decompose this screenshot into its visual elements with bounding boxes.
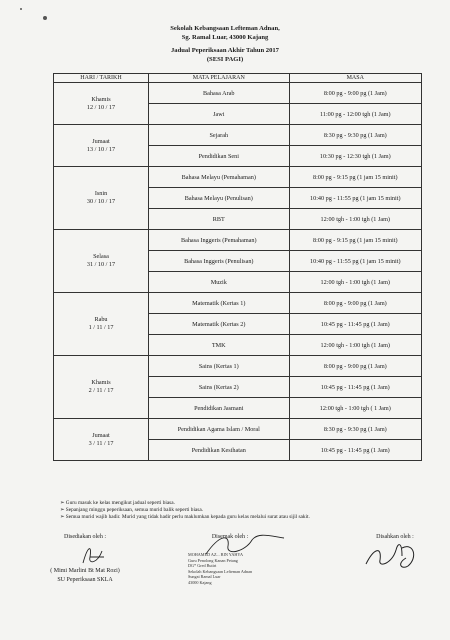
- table-row: [54, 419, 422, 440]
- header-day-date: HARI / TARIKH: [54, 74, 149, 83]
- day-name: Jumaat: [92, 137, 110, 145]
- stamp-line: Guru Penolong Kanan Petang: [188, 557, 238, 563]
- scan-speck: [43, 16, 47, 20]
- note-text: Sepanjang minggu peperiksaan, semua murid balik seperti biasa.: [65, 507, 204, 513]
- time-cell: 11:00 pg - 12:00 tgh (1 Jam): [289, 104, 421, 125]
- stamp-line: Sekolah Kebangsaan Lefteman Adnan: [188, 568, 253, 574]
- header-time: MASA: [289, 74, 421, 83]
- scan-speck: [20, 8, 22, 10]
- time-cell: 8:00 pg - 9:15 pg (1 jam 15 minit): [289, 230, 421, 251]
- notes-list: [60, 500, 440, 521]
- subject-cell: Bahasa Arab: [149, 83, 290, 104]
- subject-cell: Sejarah: [149, 125, 290, 146]
- prepared-by-role: SU Peperiksaan SKLA: [57, 577, 113, 583]
- note-item: ➢ Guru masuk ke kelas mengikut jadual seperti biasa.: [60, 500, 175, 506]
- stamp-line: MOHAMED AZ... BIN YAHYA: [188, 552, 243, 557]
- table-row: [54, 125, 422, 146]
- table-row: [54, 167, 422, 188]
- subject-cell: Muzik: [149, 272, 290, 293]
- day-name: Isnin: [94, 190, 108, 197]
- table-row: [54, 230, 422, 251]
- school-name: Sekolah Kebangsaan Lefteman Adnan,: [170, 25, 280, 32]
- time-cell: 12:00 tgh - 1:00 tgh (1 Jam): [289, 209, 421, 230]
- official-stamp: [188, 552, 308, 586]
- exam-date: 3 / 11 / 17: [88, 439, 114, 447]
- document-title: Jadual Peperiksaan Akhir Tahun 2017: [171, 47, 279, 54]
- time-cell: 10:45 pg - 11:45 pg (1 Jam): [289, 377, 421, 398]
- subject-cell: Sains (Kertas 2): [149, 377, 290, 398]
- table-body: [54, 83, 422, 461]
- stamp-line: 43000 Kajang: [188, 579, 212, 585]
- time-cell: 8:00 pg - 9:00 pg (1 Jam): [289, 356, 421, 377]
- exam-date: 13 / 10 / 17: [86, 145, 116, 153]
- time-cell: 8:00 pg - 9:00 pg (1 Jam): [289, 83, 421, 104]
- session-label: (SESI PAGI): [206, 56, 244, 63]
- day-date-cell: [54, 167, 149, 230]
- table-row: [54, 293, 422, 314]
- day-name: Selasa: [93, 253, 109, 260]
- table-row: [54, 356, 422, 377]
- time-cell: 12:00 tgh - 1:00 tgh ( 1 Jam): [289, 398, 421, 419]
- subject-cell: Pendidikan Agama Islam / Moral: [149, 419, 290, 440]
- note-item: ➢ Sepanjang minggu peperiksaan, semua murid balik seperti biasa.: [60, 507, 204, 513]
- day-date-cell: [54, 356, 149, 419]
- note-text: Semua murid wajib hadir. Murid yang tidak hadir perlu maklumkan kepada guru kelas melalui surat atau sijil sakit.: [65, 514, 310, 520]
- table-header-row: [54, 74, 422, 83]
- time-cell: 8:30 pg - 9:30 pg (1 Jam): [289, 125, 421, 146]
- day-date-cell: [54, 419, 149, 461]
- exam-date: 12 / 10 / 17: [86, 103, 116, 111]
- subject-cell: Matematik (Kertas 1): [149, 293, 290, 314]
- time-cell: 10:40 pg - 11:55 pg (1 jam 15 minit): [289, 188, 421, 209]
- school-address: Sg. Ramal Luar, 43000 Kajang: [181, 34, 269, 41]
- day-name: Rabu: [94, 316, 108, 323]
- subject-cell: Bahasa Melayu (Pemahaman): [149, 167, 290, 188]
- approved-by-label: Disahkan oleh :: [376, 534, 414, 540]
- document-header: [0, 24, 450, 64]
- time-cell: 8:30 pg - 9:30 pg (1 Jam): [289, 419, 421, 440]
- time-cell: 8:00 pg - 9:15 pg (1 jam 15 minit): [289, 167, 421, 188]
- note-item: ➢ Semua murid wajib hadir. Murid yang tidak hadir perlu maklumkan kepada guru kelas melalui surat atau sijil sakit.: [60, 514, 310, 520]
- subject-cell: Pendidikan Seni: [149, 146, 290, 167]
- day-name: Khamis: [91, 379, 111, 386]
- table-row: [54, 83, 422, 104]
- header-subject: MATA PELAJARAN: [149, 74, 290, 83]
- prepared-by-label: Disediakan oleh :: [64, 534, 106, 540]
- prepared-by-name: ( Mimi Marlini Bt Mat Rozi): [50, 568, 120, 574]
- time-cell: 10:45 pg - 11:45 pg (1 Jam): [289, 440, 421, 461]
- exam-schedule-table: [53, 73, 422, 461]
- approved-signature-image: [362, 538, 422, 572]
- exam-date: 31 / 10 / 17: [86, 261, 116, 268]
- subject-cell: Pendidikan Jasmani: [149, 398, 290, 419]
- day-name: Khamis: [91, 95, 111, 103]
- day-date-cell: [54, 83, 149, 125]
- subject-cell: Bahasa Inggeris (Penulisan): [149, 251, 290, 272]
- time-cell: 12:00 tgh - 1:00 tgh (1 Jam): [289, 272, 421, 293]
- day-name: Jumaat: [92, 431, 110, 439]
- subject-cell: Sains (Kertas 1): [149, 356, 290, 377]
- time-cell: 10:45 pg - 11:45 pg (1 Jam): [289, 314, 421, 335]
- subject-cell: Jawi: [149, 104, 290, 125]
- stamp-line: DG* Gred Butiri: [188, 563, 217, 569]
- day-date-cell: [54, 230, 149, 293]
- checked-by-label: Disemak oleh :: [211, 534, 249, 540]
- subject-cell: Matematik (Kertas 2): [149, 314, 290, 335]
- exam-date: 1 / 11 / 17: [88, 324, 114, 331]
- exam-date: 30 / 10 / 17: [86, 198, 116, 205]
- subject-cell: Bahasa Inggeris (Pemahaman): [149, 230, 290, 251]
- subject-cell: RBT: [149, 209, 290, 230]
- time-cell: 10:40 pg - 11:55 pg (1 jam 15 minit): [289, 251, 421, 272]
- note-text: Guru masuk ke kelas mengikut jadual seperti biasa.: [65, 500, 175, 506]
- subject-cell: Pendidikan Kesihatan: [149, 440, 290, 461]
- time-cell: 12:00 tgh - 1:00 tgh (1 Jam): [289, 335, 421, 356]
- stamp-line: Sungai Ramal Luar: [188, 574, 221, 580]
- subject-cell: TMK: [149, 335, 290, 356]
- exam-date: 2 / 11 / 17: [88, 387, 114, 394]
- day-date-cell: [54, 125, 149, 167]
- subject-cell: Bahasa Melayu (Penulisan): [149, 188, 290, 209]
- time-cell: 8:00 pg - 9:00 pg (1 Jam): [289, 293, 421, 314]
- prepared-signature-image: [78, 543, 108, 568]
- time-cell: 10:30 pg - 12:30 tgh (1 Jam): [289, 146, 421, 167]
- day-date-cell: [54, 293, 149, 356]
